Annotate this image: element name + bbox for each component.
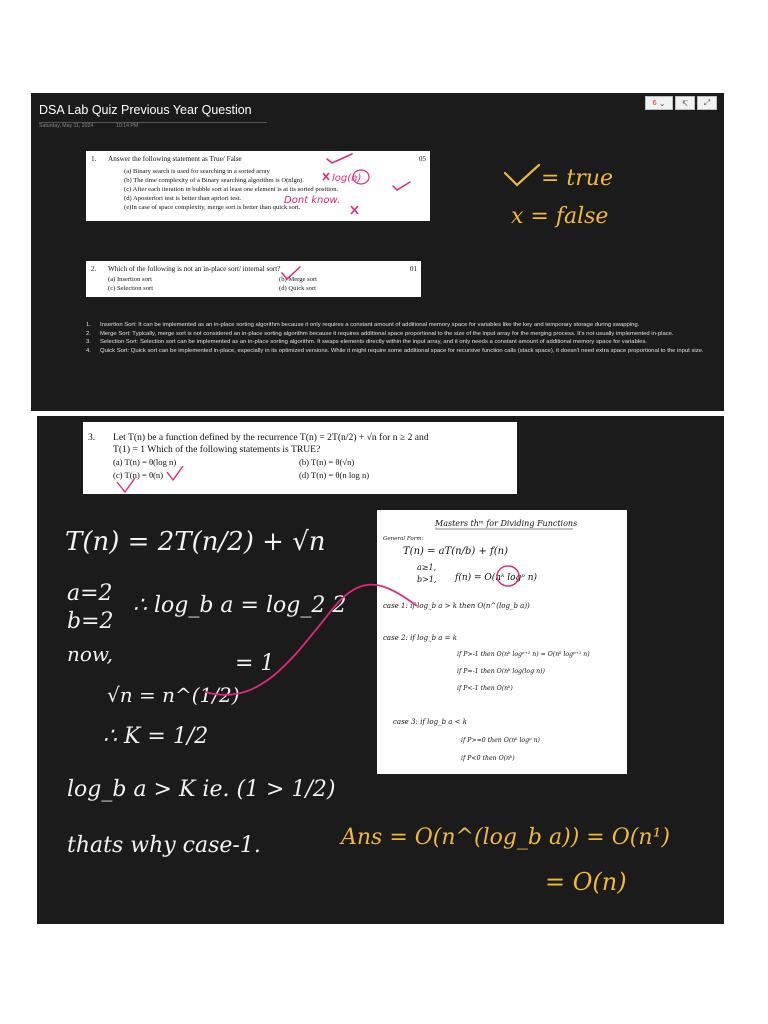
option-d: (d) Quick sort: [279, 285, 316, 292]
case-1: case 1: if log_b a > k then O(n^(log_b a)): [383, 602, 530, 610]
hw-compare: log_b a > K ie. (1 > 1/2): [67, 777, 336, 802]
hw-log-step: ∴ log_b a = log_2 2: [133, 593, 347, 618]
hw-b: b=2: [67, 609, 114, 634]
hw-eq-one: = 1: [235, 651, 275, 676]
page-title: DSA Lab Quiz Previous Year Question: [39, 103, 252, 117]
case-3a: if P>=0 then O(nᵏ logᵖ n): [461, 737, 540, 744]
ink-layer-bottom: [37, 416, 724, 924]
page-time: 10:14 PM: [116, 123, 139, 129]
hw-answer: Ans = O(n^(log_b a)) = O(n¹): [341, 825, 670, 850]
list-item: 4. Quick Sort: Quick sort can be implemented in-place, especially in its optimized versions. While it might require some additional space for recursive function calls (stack space), it doesn't need extra space proportional to the input size.: [86, 347, 704, 354]
case-3b: if P<0 then O(nᵏ): [461, 755, 515, 762]
badge-count: 6: [652, 99, 657, 107]
f-of-n: f(n) = O(nᵏ logᵖ n): [455, 573, 538, 583]
notebook-page-top: [31, 93, 724, 411]
option-b: (b) The time complexity of a Binary searching algorithm is O(nlgn).: [124, 177, 304, 184]
case-2: case 2: if log_b a = k: [383, 634, 458, 642]
cross-mark-icon: [351, 206, 358, 214]
check-mark-icon: [327, 154, 352, 163]
option-a: (a) T(n) = θ(log n): [113, 457, 177, 467]
notebook-page-bottom: [37, 416, 724, 924]
question-number: 1.: [91, 155, 97, 163]
general-form-label: General Form:: [383, 536, 424, 542]
expand-icon: ⤢: [703, 98, 711, 107]
hw-sqrt: √n = n^(1/2): [107, 683, 240, 707]
condition-b: b>1,: [417, 575, 437, 584]
option-d: (d) Aposteriori test is better than apriori test.: [124, 195, 242, 202]
check-mark-icon: [167, 466, 183, 480]
question-text-line2: T(1) = 1 Which of the following statements is TRUE?: [113, 444, 321, 455]
option-b: (b) Merge sort: [279, 276, 317, 283]
option-b: (b) T(n) = θ(√n): [299, 457, 355, 467]
hw-k: ∴ K = 1/2: [103, 724, 209, 749]
question-text-line1: Let T(n) be a function defined by the recurrence T(n) = 2T(n/2) + √n for n ≥ 2 and: [113, 432, 429, 443]
reference-title: Masters thᵐ for Dividing Functions: [435, 519, 578, 528]
hw-recurrence: T(n) = 2T(n/2) + √n: [65, 527, 326, 557]
list-item: 3. Selection Sort: Selection sort can be implemented as an in-place sorting algorithm. It swaps elements directly within the input array, and it only needs a constant amount of additional memory space for variables.: [86, 339, 648, 346]
general-form: T(n) = aT(n/b) + f(n): [403, 546, 508, 557]
option-a: (a) Binary search is used for searching in a sorted array: [124, 168, 270, 175]
question-text: Which of the following is not an in-place sort/ internal sort?: [108, 265, 281, 273]
case-2c: if P<-1 then O(nᵏ): [457, 685, 513, 692]
case-2a: if P>-1 then O(nᵏ logᵖ⁺¹ n) = O(nᵏ logᵖ⁺¹ n): [457, 651, 590, 658]
hw-conclusion: thats why case-1.: [67, 833, 261, 858]
hw-a: a=2: [67, 581, 113, 606]
case-3: case 3: if log_b a < k: [393, 718, 468, 726]
question-number: 3.: [88, 432, 96, 443]
option-c: (c) T(n) = θ(n): [113, 470, 164, 480]
question-marks: 01: [410, 265, 417, 273]
check-mark-icon: [117, 478, 135, 492]
case-2b: if P=-1 then O(nᵏ log(log n)): [457, 668, 545, 675]
question-text: Answer the following statement as True/ False: [108, 155, 242, 163]
list-item: 1. Insertion Sort: It can be implemented as an in-place sorting algorithm because it only requires a constant amount of additional memory space for variables like the key and temporary storage during swapping.: [86, 322, 640, 328]
question-number: 2.: [91, 265, 97, 273]
hw-now: now,: [67, 642, 114, 666]
check-mark-icon: [393, 182, 410, 190]
chevron-down-icon: ⌄: [658, 98, 666, 108]
list-item: 2. Merge Sort: Typically, merge sort is not considered an in-place sorting algorithm because it requires additional space proportional to the size of the input array for the merging process. It's not usually implemented in-place.: [86, 330, 674, 337]
condition-a: a≥1,: [417, 563, 437, 572]
question-marks: 05: [419, 155, 426, 163]
annotation-log-n: log(n): [332, 173, 362, 184]
option-c: (c) After each iteration in bubble sort at least one element is at its sorted position.: [124, 186, 339, 193]
pin-icon: ↸: [681, 98, 689, 108]
annotation-dont-know: Dont know.: [284, 195, 341, 206]
option-a: (a) Insertion sort: [108, 276, 152, 283]
check-mark-icon: [505, 165, 539, 185]
option-c: (c) Selection sort: [108, 285, 154, 292]
check-mark-icon: [282, 267, 300, 279]
hw-final-answer: = O(n): [545, 868, 627, 896]
ink-layer-top: [31, 93, 724, 411]
legend-true: = true: [541, 166, 613, 191]
page-date: Saturday, May 11, 2024: [39, 123, 94, 129]
option-e: (e)In case of space complexity, merge sort is better than quick sort.: [124, 204, 301, 211]
cross-mark-icon: [323, 173, 329, 180]
legend-false: x = false: [511, 204, 609, 229]
option-d: (d) T(n) = θ(n log n): [299, 470, 370, 480]
